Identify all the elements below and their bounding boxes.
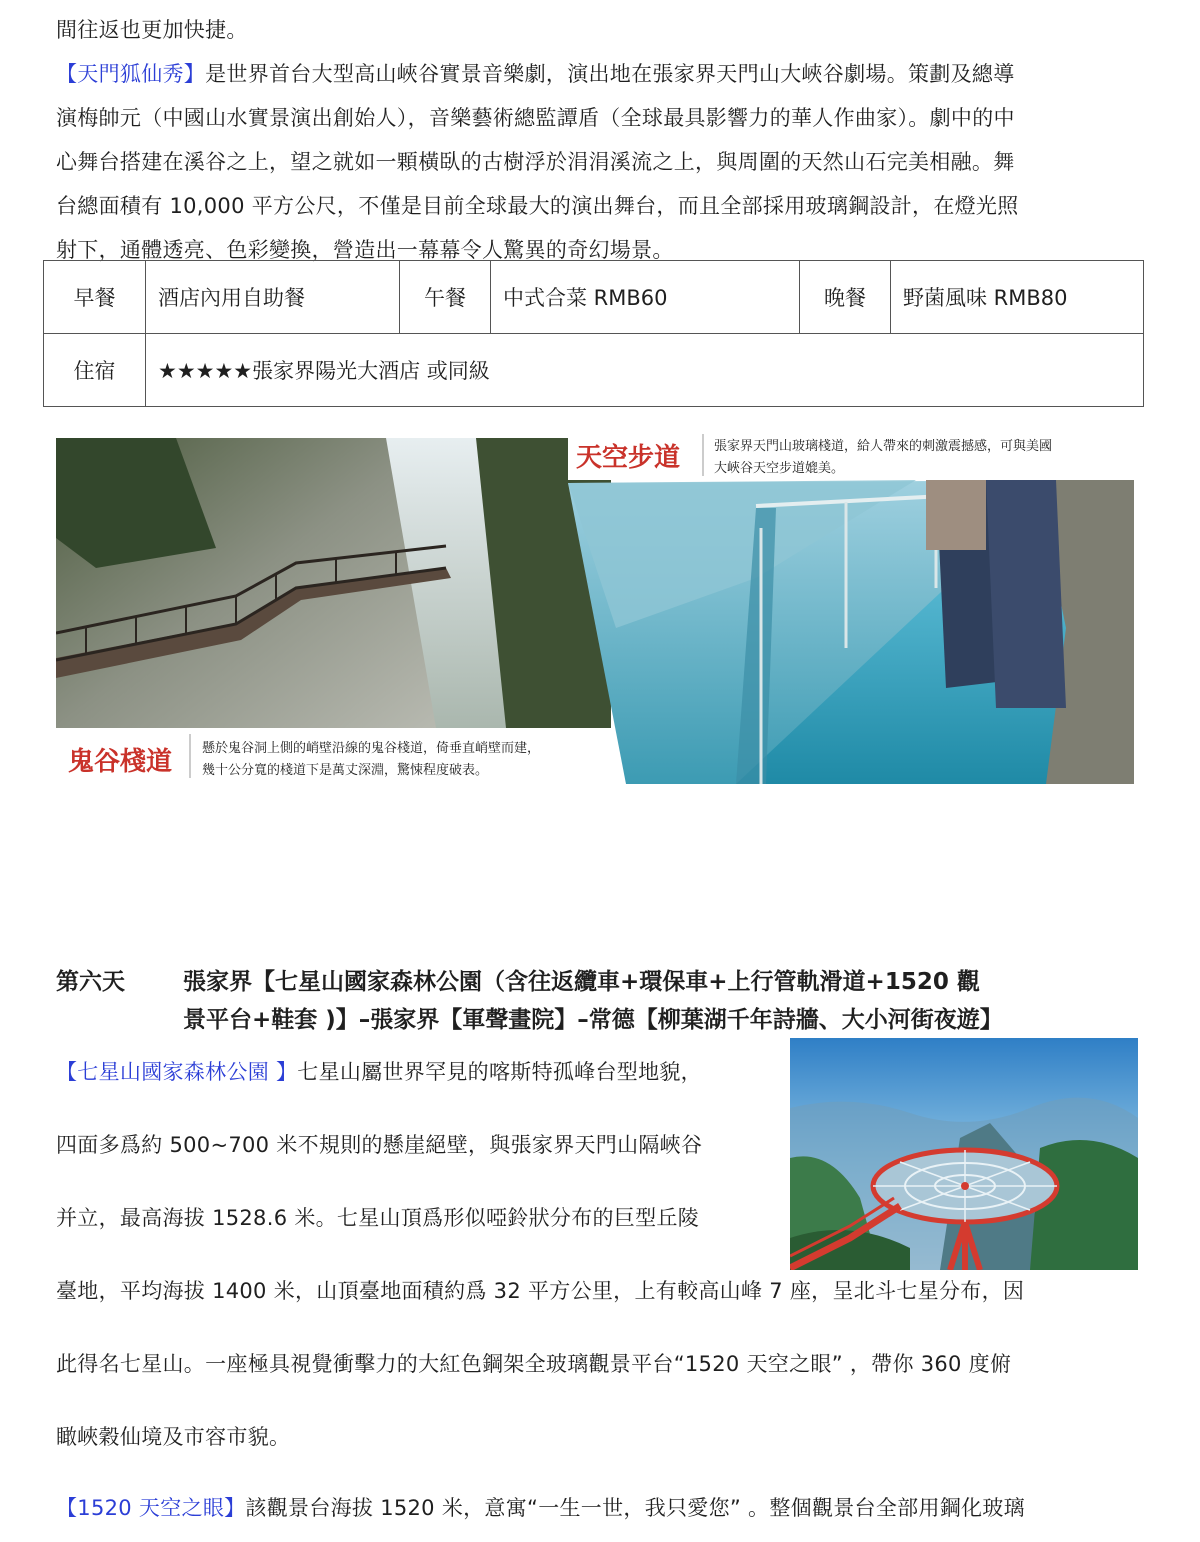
qixing-line-1-text: 七星山屬世界罕見的喀斯特孤峰台型地貌， <box>297 1060 702 1084</box>
sky-walk-title: 天空步道 <box>576 443 681 473</box>
qixing-line-5: 此得名七星山。一座極具視覺衝擊力的大紅色鋼架全玻璃觀景平台“1520 天空之眼” ，帶你 360 度俯 <box>56 1352 1012 1376</box>
hotel-value: ★★★★★張家界陽光大酒店 或同級 <box>146 334 1144 407</box>
qixing-line-3: 并立，最高海拔 1528.6 米。七星山頂爲形似啞鈴狀分布的巨型丘陵 <box>56 1206 700 1230</box>
sky-walk-caption-1: 張家界天門山玻璃棧道，給人帶來的刺激震撼感，可與美國 <box>714 439 1053 454</box>
lunch-label: 午餐 <box>400 261 491 334</box>
intro-line-3: 心舞台搭建在溪谷之上，望之就如一顆橫臥的古樹浮於涓涓溪流之上，與周圍的天然山石完美相融。舞 <box>56 150 1015 174</box>
qixing-park-title: 【七星山國家森林公園 】 <box>56 1060 298 1084</box>
sky-eye-title: 【1520 天空之眼】 <box>56 1496 246 1520</box>
breakfast-label: 早餐 <box>44 261 146 334</box>
sky-eye-line-text: 該觀景台海拔 1520 米，意寓“一生一世，我只愛您” 。整個觀景台全部用鋼化玻璃 <box>245 1496 1025 1520</box>
sky-walk-caption-2: 大峽谷天空步道媲美。 <box>714 461 845 476</box>
ghost-valley-title: 鬼谷棧道 <box>68 747 173 777</box>
show-title: 【天門狐仙秀】 <box>56 62 206 86</box>
intro-line-1-text: 是世界首台大型高山峽谷實景音樂劇，演出地在張家界天門山大峽谷劇場。策劃及總導 <box>205 62 1015 86</box>
sky-eye-line <box>56 1490 1025 1526</box>
dinner-value: 野菌風味 RMB80 <box>891 261 1144 334</box>
dinner-label: 晚餐 <box>800 261 891 334</box>
hotel-label: 住宿 <box>44 334 146 407</box>
day6-title-line-1: 張家界【七星山國家森林公園（含往返纜車+環保車+上行管軌滑道+1520 觀 <box>183 969 980 995</box>
qixing-line-4: 臺地，平均海拔 1400 米，山頂臺地面積約爲 32 平方公里，上有較高山峰 7 座，呈北斗七星分布，因 <box>56 1279 1025 1303</box>
intro-line-0: 間往返也更加快捷。 <box>56 18 248 42</box>
day6-label: 第六天 <box>56 969 125 995</box>
intro-line-4: 台總面積有 10,000 平方公尺，不僅是目前全球最大的演出舞台，而且全部採用玻璃鋼設計，在燈光照 <box>56 194 1019 218</box>
intro-line-5: 射下，通體透亮、色彩變換，營造出一幕幕令人驚異的奇幻場景。 <box>56 238 674 262</box>
ghost-valley-caption-1: 懸於鬼谷洞上側的峭壁沿線的鬼谷棧道，倚垂直峭壁而建， <box>202 741 541 756</box>
qixing-line-1 <box>56 1054 702 1090</box>
intro-line-2: 演梅帥元（中國山水實景演出創始人），音樂藝術總監譚盾（全球最具影響力的華人作曲家）。劇中的中 <box>56 106 1015 130</box>
qixing-line-2: 四面多爲約 500~700 米不規則的懸崖絕壁，與張家界天門山隔峽谷 <box>56 1133 703 1157</box>
ghost-valley-caption-2: 幾十公分寬的棧道下是萬丈深淵，驚悚程度破表。 <box>202 763 489 778</box>
lunch-value: 中式合菜 RMB60 <box>491 261 800 334</box>
breakfast-value: 酒店內用自助餐 <box>146 261 400 334</box>
day6-title-line-2: 景平台+鞋套 )】–張家界【軍聲畫院】–常德【柳葉湖千年詩牆、大小河街夜遊】 <box>183 1007 1003 1033</box>
qixing-line-6: 瞰峽穀仙境及市容市貌。 <box>56 1425 291 1449</box>
